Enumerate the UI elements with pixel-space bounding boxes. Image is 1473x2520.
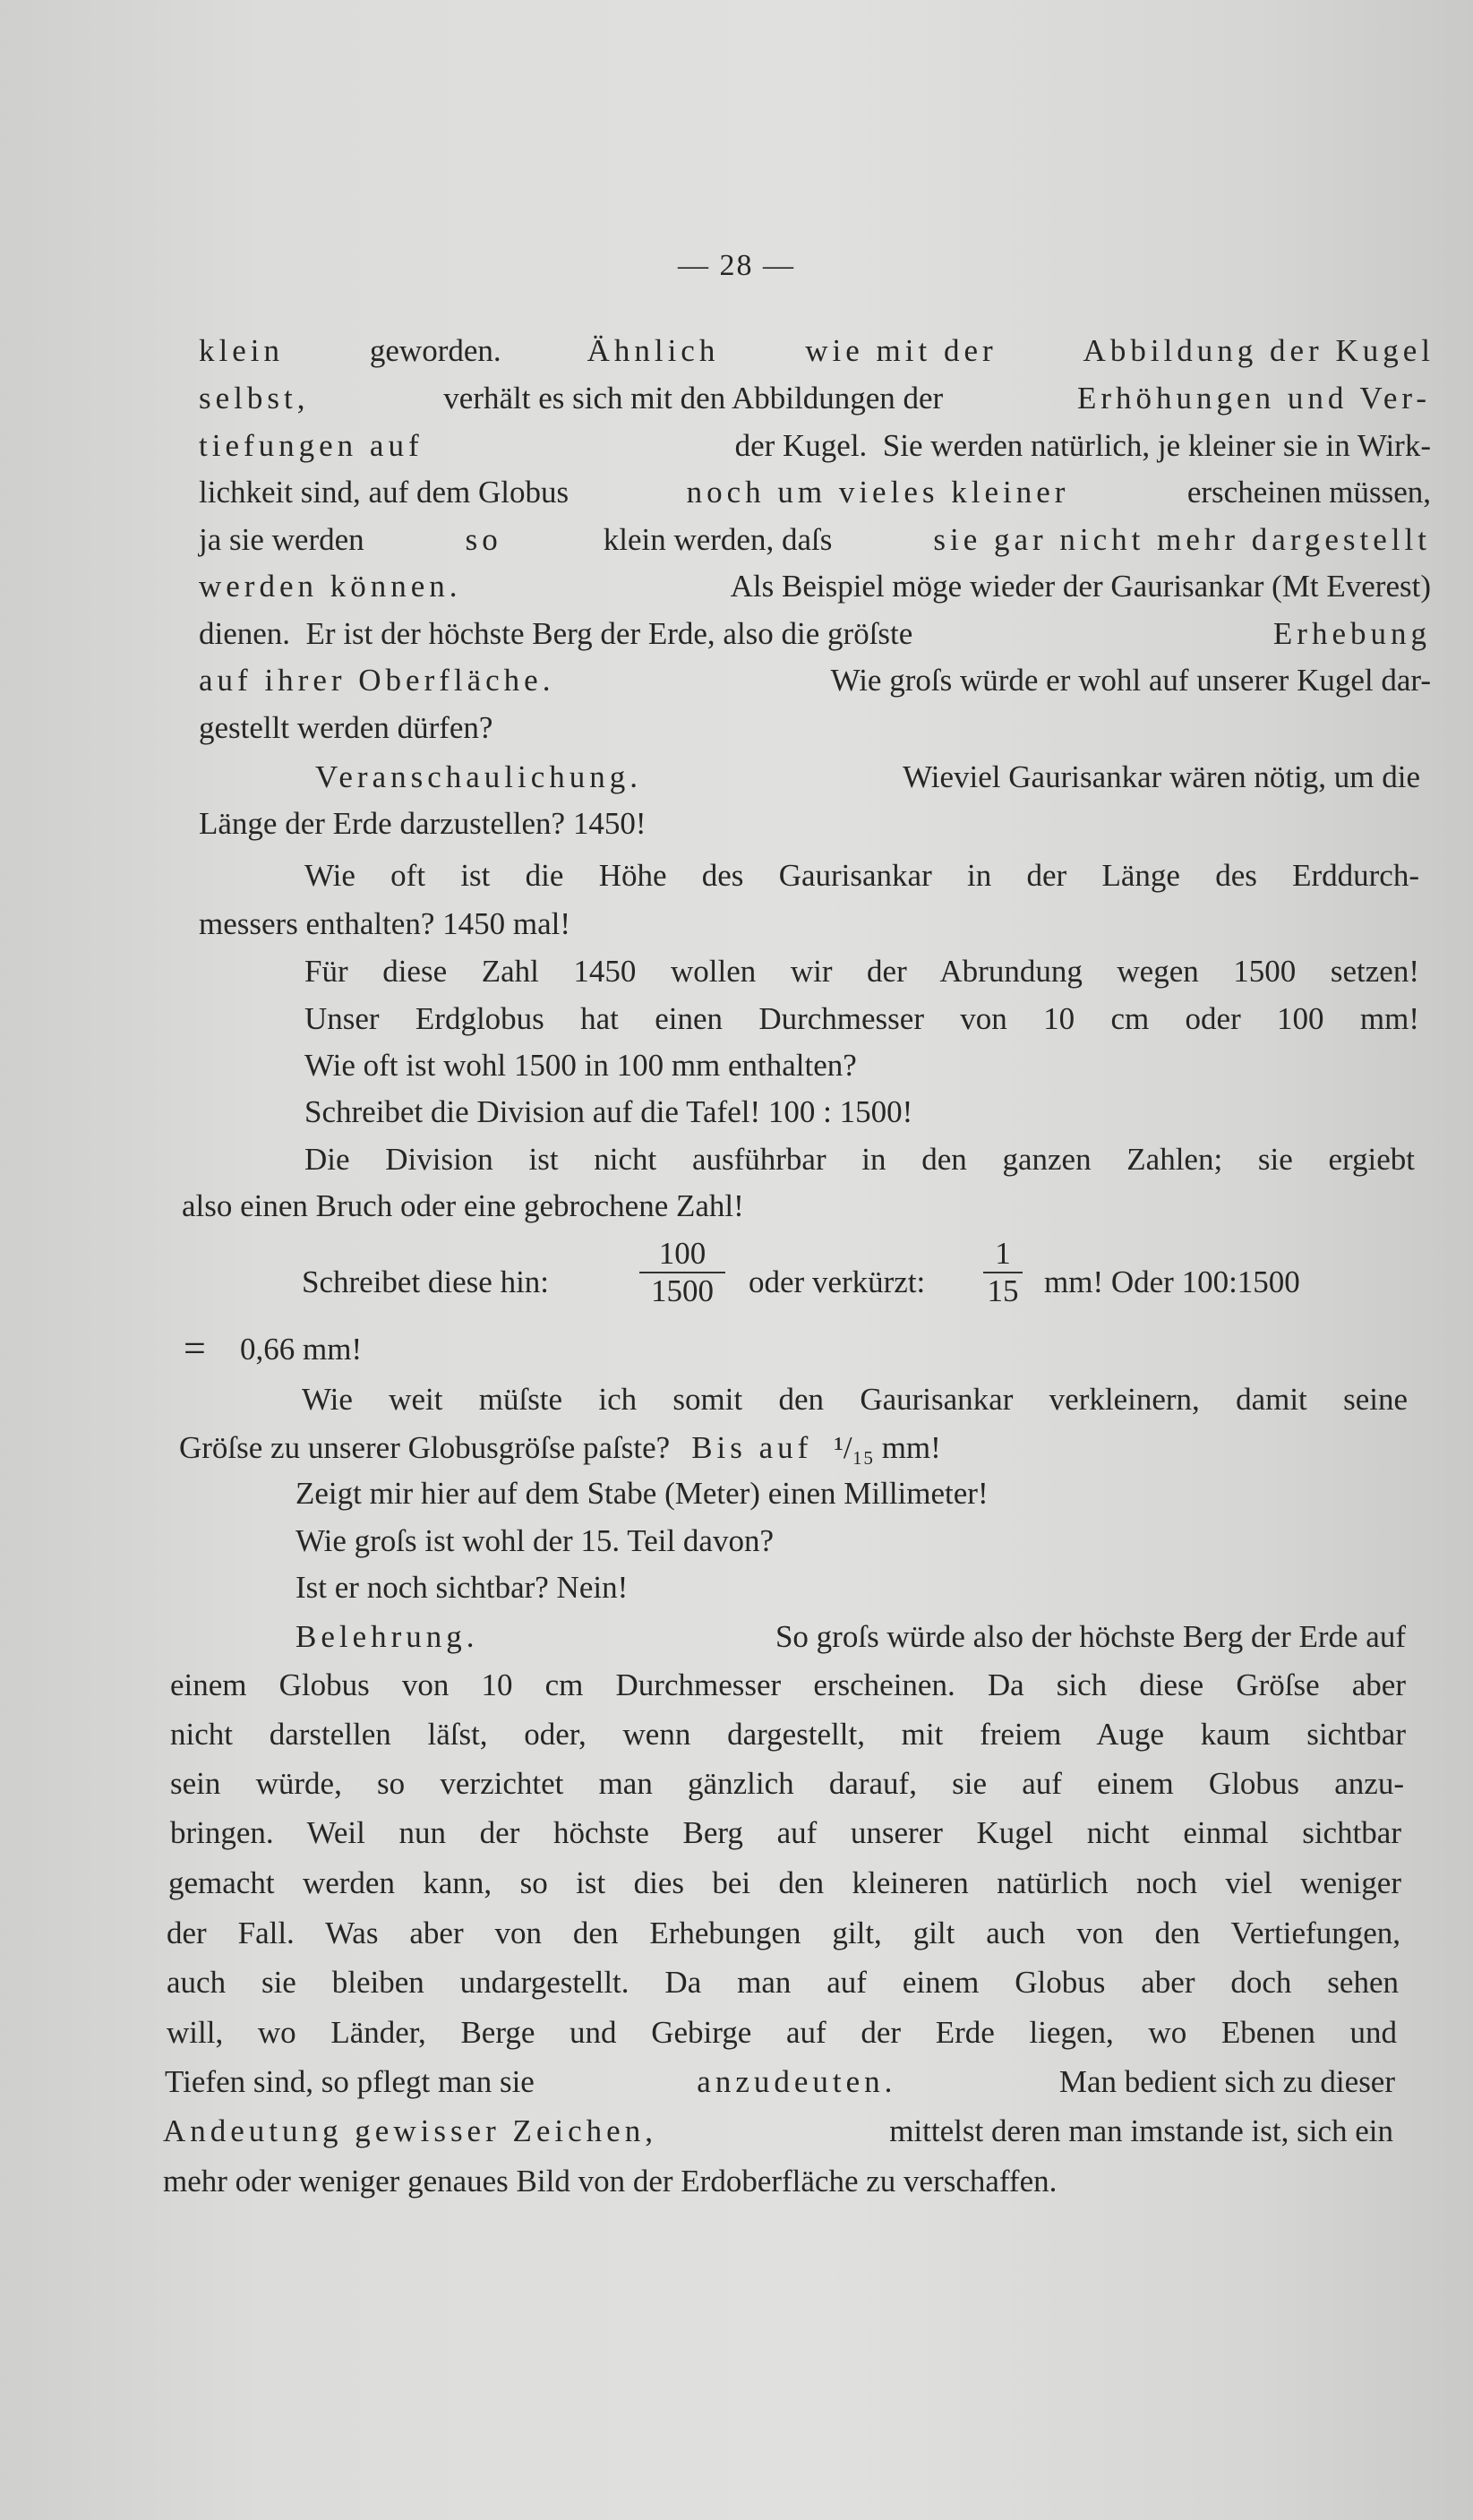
text-line-8: auf ihrer Oberfläche. Wie groſs würde er wohl auf unserer Kugel dar- (199, 663, 1431, 698)
text-line-10: Veranschaulichung. Wieviel Gaurisankar wären nötig, um die (315, 759, 1420, 794)
text-line-20-end: mm! Oder 100:1500 (1044, 1264, 1300, 1299)
text-line-4: lichkeit sind, auf dem Globus noch um vieles kleiner erscheinen müssen, (199, 475, 1431, 510)
text-line-9: gestellt werden dürfen? (199, 710, 493, 745)
fraction-100-over-1500 (639, 1236, 725, 1309)
text-line-20-label: Schreibet diese hin: (302, 1264, 550, 1299)
text-line-38: mehr oder weniger genaues Bild von der Erdoberfläche zu verschaffen. (163, 2164, 1058, 2199)
text-line-24: Zeigt mir hier auf dem Stabe (Meter) einen Millimeter! (295, 1476, 989, 1511)
text-line-20-middle: oder verkürzt: (749, 1264, 926, 1299)
text-line-1: klein geworden. Ähnlich wie mit der Abbildung der Kugel (199, 333, 1434, 368)
text-line-31: bringen. Weil nun der höchste Berg auf unserer Kugel nicht einmal sichtbar (170, 1815, 1401, 1850)
fraction-denominator: 1500 (651, 1273, 714, 1308)
text-line-33: der Fall. Was aber von den Erhebungen gilt, gilt auch von den Vertiefungen, (167, 1916, 1400, 1950)
text-line-23: Gröſse zu unserer Globusgröſse paſste? Bis auf ¹/₁₅ mm! (179, 1430, 941, 1465)
fraction-numerator: 1 (983, 1236, 1023, 1273)
text-line-22: Wie weit müſste ich somit den Gaurisankar verkleinern, damit seine (302, 1382, 1408, 1417)
text-line-17: Schreibet die Division auf die Tafel! 100 : 1500! (304, 1094, 913, 1129)
text-line-11: Länge der Erde darzustellen? 1450! (199, 806, 647, 841)
text-line-7: dienen. Er ist der höchste Berg der Erde, also die gröſste Erhebung (199, 616, 1431, 651)
fraction-denominator: 15 (987, 1273, 1019, 1308)
text-line-21: 0,66 mm! (240, 1332, 363, 1367)
text-line-3: tiefungen auf der Kugel. Sie werden natürlich, je kleiner sie in Wirk- (199, 428, 1431, 463)
text-line-25: Wie groſs ist wohl der 15. Teil davon? (295, 1523, 775, 1558)
text-line-28: einem Globus von 10 cm Durchmesser erscheinen. Da sich diese Gröſse aber (170, 1667, 1406, 1702)
text-line-5: ja sie werden so klein werden, daſs sie gar nicht mehr dargestellt (199, 522, 1431, 557)
text-line-36: Tiefen sind, so pflegt man sie anzudeuten. Man bedient sich zu dieser (165, 2064, 1395, 2099)
text-line-6: werden können. Als Beispiel möge wieder der Gaurisankar (Mt Everest) (199, 569, 1431, 604)
text-line-14: Für diese Zahl 1450 wollen wir der Abrundung wegen 1500 setzen! (304, 954, 1419, 989)
page-number: — 28 — (678, 249, 795, 282)
text-line-26: Ist er noch sichtbar? Nein! (295, 1570, 629, 1605)
fraction-numerator: 100 (639, 1236, 725, 1273)
text-line-35: will, wo Länder, Berge und Gebirge auf der Erde liegen, wo Ebenen und (167, 2015, 1397, 2050)
text-line-37: Andeutung gewisser Zeichen, mittelst deren man imstande ist, sich ein (163, 2113, 1393, 2148)
text-line-29: nicht darstellen läſst, oder, wenn dargestellt, mit freiem Auge kaum sichtbar (170, 1717, 1406, 1752)
text-line-32: gemacht werden kann, so ist dies bei den kleineren natürlich noch viel weniger (168, 1865, 1401, 1900)
text-line-15: Unser Erdglobus hat einen Durchmesser von 10 cm oder 100 mm! (304, 1001, 1419, 1036)
text-line-27: Belehrung. So groſs würde also der höchste Berg der Erde auf (295, 1619, 1406, 1654)
equals-sign: = (184, 1326, 206, 1370)
text-line-34: auch sie bleiben undargestellt. Da man auf einem Globus aber doch sehen (167, 1965, 1399, 2000)
text-line-2: selbst, verhält es sich mit den Abbildungen der Erhöhungen und Ver- (199, 381, 1431, 416)
text-line-30: sein würde, so verzichtet man gänzlich darauf, sie auf einem Globus anzu- (170, 1766, 1404, 1801)
text-line-12: Wie oft ist die Höhe des Gaurisankar in der Länge des Erddurch- (304, 858, 1419, 893)
fraction-1-over-15 (983, 1236, 1023, 1309)
text-line-16: Wie oft ist wohl 1500 in 100 mm enthalten? (304, 1048, 857, 1083)
text-line-13: messers enthalten? 1450 mal! (199, 906, 571, 941)
text-line-19: also einen Bruch oder eine gebrochene Zahl! (182, 1188, 744, 1223)
text-line-18: Die Division ist nicht ausführbar in den ganzen Zahlen; sie ergiebt (304, 1142, 1415, 1177)
